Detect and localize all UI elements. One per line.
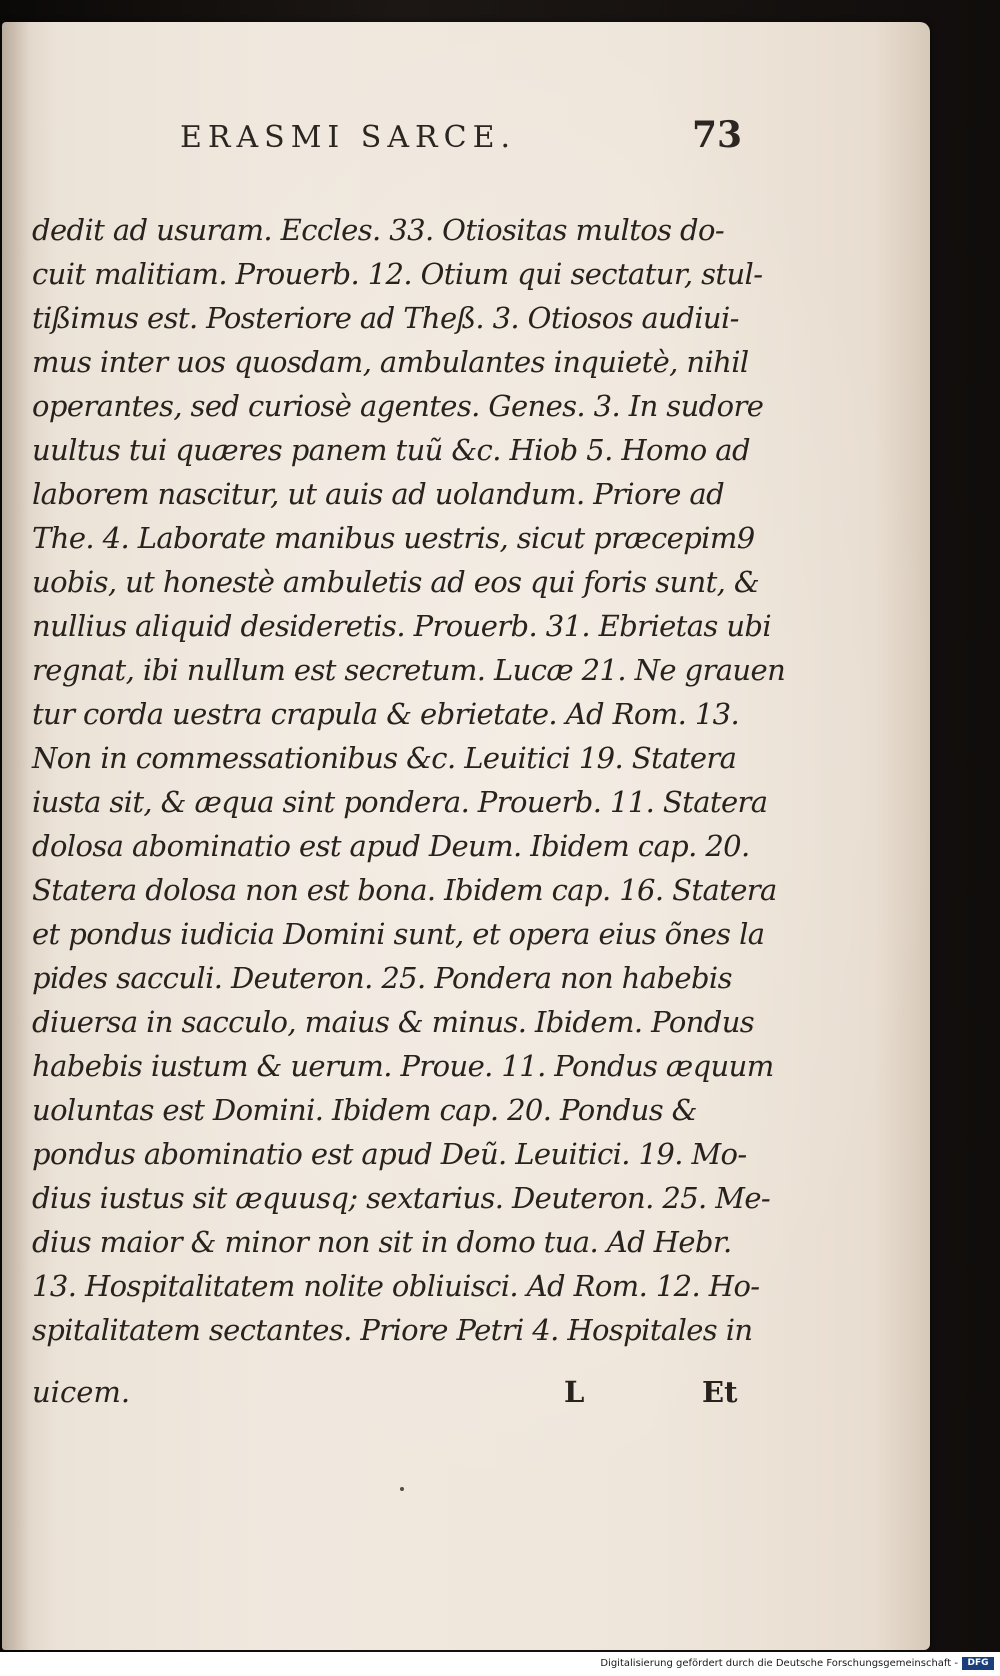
- text-line: pondus abominatio est apud Deũ. Leuitici. 19. Mo-: [32, 1137, 747, 1171]
- text-line: uoluntas est Domini. Ibidem cap. 20. Pondus &: [32, 1093, 697, 1127]
- text-line: mus inter uos quosdam, ambulantes inquietè, nihil: [32, 345, 749, 379]
- text-line: tißimus est. Posteriore ad Theß. 3. Otiosos audiui-: [32, 301, 739, 335]
- funding-credit: Digitalisierung gefördert durch die Deutsche Forschungsgemeinschaft -: [600, 1658, 958, 1669]
- text-line: diuersa in sacculo, maius & minus. Ibidem. Pondus: [32, 1005, 755, 1039]
- text-line: pides sacculi. Deuteron. 25. Pondera non habebis: [32, 961, 732, 995]
- body-text: [32, 208, 786, 1352]
- text-line: laborem nascitur, ut auis ad uolandum. Priore ad: [32, 477, 725, 511]
- text-line: Statera dolosa non est bona. Ibidem cap. 16. Statera: [32, 873, 777, 907]
- page-foot: [32, 1370, 744, 1414]
- signature-mark: L: [564, 1375, 585, 1409]
- running-head: [2, 114, 930, 174]
- text-line: et pondus iudicia Domini sunt, et opera eius õnes la: [32, 917, 765, 951]
- text-line: regnat, ibi nullum est secretum. Lucæ 21. Ne grauen: [32, 653, 786, 687]
- text-line: dolosa abominatio est apud Deum. Ibidem cap. 20.: [32, 829, 750, 863]
- paper-speck: [400, 1487, 404, 1491]
- text-line: uobis, ut honestè ambuletis ad eos qui foris sunt, &: [32, 565, 760, 599]
- text-line: iusta sit, & æqua sint pondera. Prouerb. 11. Statera: [32, 785, 768, 819]
- running-title: ERASMI SARCE.: [180, 120, 517, 155]
- book-page: [2, 22, 930, 1650]
- text-line: habebis iustum & uerum. Proue. 11. Pondus æquum: [32, 1049, 774, 1083]
- text-line: The. 4. Laborate manibus uestris, sicut præcepim9: [32, 521, 755, 555]
- text-line: uultus tui quæres panem tuũ &c. Hiob 5. Homo ad: [32, 433, 750, 467]
- text-line: tur corda uestra crapula & ebrietate. Ad Rom. 13.: [32, 697, 740, 731]
- digitization-footer: [0, 1652, 1000, 1676]
- catchword: Et: [702, 1375, 738, 1409]
- text-line: dius iustus sit æquusq; sextarius. Deuteron. 25. Me-: [32, 1181, 771, 1215]
- text-line: operantes, sed curiosè agentes. Genes. 3. In sudore: [32, 389, 764, 423]
- text-line: nullius aliquid desideretis. Prouerb. 31. Ebrietas ubi: [32, 609, 772, 643]
- text-line: 13. Hospitalitatem nolite obliuisci. Ad Rom. 12. Ho-: [32, 1269, 760, 1303]
- text-line: cuit malitiam. Prouerb. 12. Otium qui sectatur, stul-: [32, 257, 763, 291]
- text-line: dius maior & minor non sit in domo tua. Ad Hebr.: [32, 1225, 732, 1259]
- gutter-shadow: [2, 22, 30, 1650]
- text-line: spitalitatem sectantes. Priore Petri 4. Hospitales in: [32, 1313, 753, 1347]
- dfg-logo-icon: DFG: [962, 1657, 994, 1670]
- text-line: dedit ad usuram. Eccles. 33. Otiositas multos do-: [32, 213, 725, 247]
- last-word: uicem.: [32, 1375, 131, 1409]
- page-number: 73: [692, 114, 743, 156]
- text-line: Non in commessationibus &c. Leuitici 19. Statera: [32, 741, 737, 775]
